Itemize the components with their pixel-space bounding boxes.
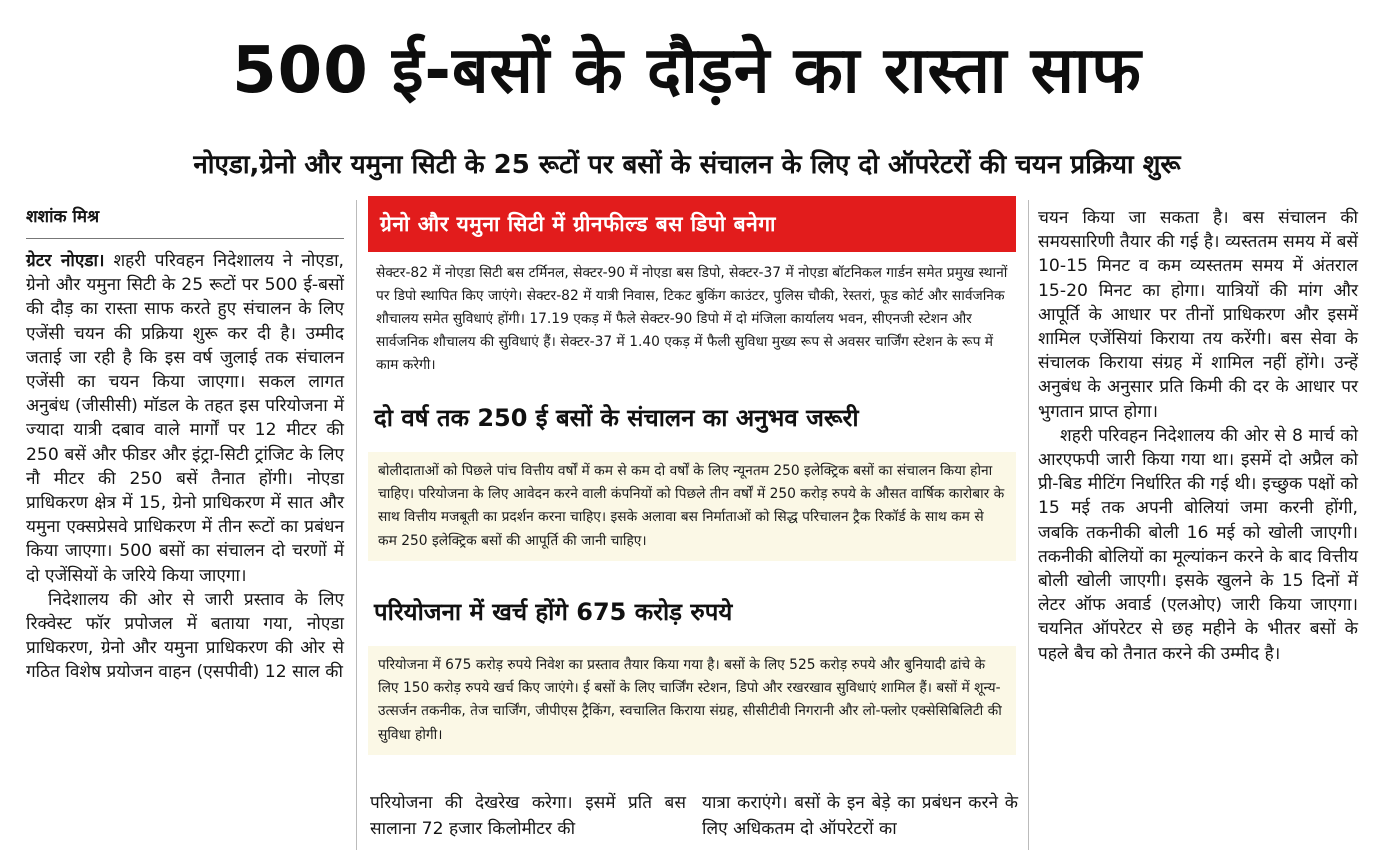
- article-paragraph-1: [26, 249, 344, 588]
- byline: शशांक मिश्र: [26, 207, 100, 227]
- subheadline: नोएडा,ग्रेनो और यमुना सिटी के 25 रूटों पर बसों के संचालन के लिए दो ऑपरेटरों की चयन प्रक्रिया शुरू: [193, 150, 1181, 180]
- experience-box: [368, 452, 1016, 561]
- bottom-text-right: यात्रा कराएंगे। बसों के इन बेड़े का प्रबंधन करने के लिए अधिकतम दो ऑपरेटरों का: [702, 793, 1018, 839]
- right-paragraph-2: शहरी परिवहन निदेशालय की ओर से 8 मार्च को आरएफपी जारी किया गया था। इसमें दो अप्रैल को प्री-बिड मीटिंग निर्धारित की गई थी। इच्छुक पक्षों को 15 मई तक अपनी बोलियां जमा करनी होंगी, जबकि तकनीकी बोली 16 मई को खोली जाएगी। तकनीकी बोलियों का मूल्यांकन करने के बाद वित्तीय बोली खोली जाएगी। इसके खुलने के 15 दिनों में लेटर ऑफ अवार्ड (एलओए) जारी किया जाएगा। चयनित ऑपरेटर से छह महीने के भीतर बसों के पहले बैच को तैनात करने की उम्मीद है।: [1038, 425, 1358, 664]
- depot-banner: ग्रेनो और यमुना सिटी में ग्रीनफील्ड बस डिपो बनेगा: [368, 196, 1016, 252]
- column-divider-2: [1028, 200, 1029, 850]
- headline: 500 ई-बसों के दौड़ने का रास्ता साफ: [232, 34, 1142, 108]
- experience-heading: दो वर्ष तक 250 ई बसों के संचालन का अनुभव जरूरी: [374, 404, 859, 432]
- cost-box: [368, 646, 1016, 755]
- dateline: ग्रेटर नोएडा।: [26, 251, 105, 271]
- depot-text: सेक्टर-82 में नोएडा सिटी बस टर्मिनल, सेक्टर-90 में नोएडा बस डिपो, सेक्टर-37 में नोएडा बॉटनिकल गार्डन समेत प्रमुख स्थानों पर डिपो स्थापित किए जाएंगे। सेक्टर-82 में यात्री निवास, टिकट बुकिंग काउंटर, पुलिस चौकी, रेस्तरां, फूड कोर्ट और सार्वजनिक शौचालय समेत सुविधाएं होंगी। 17.19 एकड़ में फैले सेक्टर-90 डिपो में दो मंजिला कार्यालय भवन, सीएनजी स्टेशन और सार्वजनिक शौचालय की सुविधाएं हैं। सेक्टर-37 में 1.40 एकड़ में फैली सुविधा मुख्य रूप से अवसर चार्जिंग स्टेशन के रूप में काम करेगी।: [376, 265, 1008, 373]
- column-divider-1: [356, 200, 357, 850]
- column-left: [26, 204, 344, 685]
- cost-heading: परियोजना में खर्च होंगे 675 करोड़ रुपये: [374, 598, 733, 626]
- cost-text: परियोजना में 675 करोड़ रुपये निवेश का प्रस्ताव तैयार किया गया है। बसों के लिए 525 करोड़ रुपये और बुनियादी ढांचे के लिए 150 करोड़ रुपये खर्च किए जाएंगे। ई बसों के लिए चार्जिंग स्टेशन, डिपो और रखरखाव सुविधाएं शामिल हैं। बसों में शून्य-उत्सर्जन तकनीक, तेज चार्जिंग, जीपीएस ट्रैकिंग, स्वचालित किराया संग्रह, सीसीटीवी निगरानी और लो-फ्लोर एक्सेसिबिलिटी की सुविधा होगी।: [368, 646, 1016, 755]
- byline-divider: [26, 238, 344, 239]
- bottom-text-left: परियोजना की देखरेख करेगा। इसमें प्रति बस सालाना 72 हजार किलोमीटर की: [370, 793, 686, 839]
- paragraph-1-text: शहरी परिवहन निदेशालय ने नोएडा, ग्रेनो और यमुना सिटी के 25 रूटों पर 500 ई-बसों की दौड़ का रास्ता साफ करते हुए संचालन के लिए एजेंसी चयन की प्रक्रिया शुरू कर दी है। उम्मीद जताई जा रही है कि इस वर्ष जुलाई तक संचालन एजेंसी का चयन किया जाएगा। सकल लागत अनुबंध (जीसीसी) मॉडल के तहत इस परियोजना में ज्यादा यात्री दबाव वाले मार्गों पर 12 मीटर की 250 बसें और फीडर और इंट्रा-सिटी ट्रांजिट के लिए नौ मीटर की 250 बसें तैनात होंगी। नोएडा प्राधिकरण क्षेत्र में 15, ग्रेनो प्राधिकरण में सात और यमुना एक्सप्रेसवे प्राधिकरण में तीन रूटों का प्रबंधन किया जाएगा। 500 बसों का संचालन दो चरणों में दो एजेंसियों के जरिये किया जाएगा।: [26, 251, 345, 586]
- column-right: [1038, 206, 1358, 666]
- right-paragraph-1: चयन किया जा सकता है। बस संचालन की समयसारिणी तैयार की गई है। व्यस्ततम समय में बसें 10-15 मिनट व कम व्यस्ततम समय में अंतराल 15-20 मिनट का होगा। यात्रियों की मांग और आपूर्ति के आधार पर तीनों प्राधिकरण और इसमें शामिल एजेंसियां किराया तय करेंगी। बस सेवा के संचालक किराया संग्रह में शामिल नहीं होंगे। उन्हें अनुबंध के अनुसार प्रति किमी की दर के आधार पर भुगतान प्राप्त होगा।: [1038, 208, 1358, 422]
- experience-text: बोलीदाताओं को पिछले पांच वित्तीय वर्षों में कम से कम दो वर्षों के लिए न्यूनतम 250 इलेक्ट्रिक बसों का संचालन किया होना चाहिए। परियोजना के लिए आवेदन करने वाली कंपनियों को पिछले तीन वर्षों में 250 करोड़ रुपये के औसत वार्षिक कारोबार के साथ वित्तीय मजबूती का प्रदर्शन करना चाहिए। इसके अलावा बस निर्माताओं को सिद्ध परिचालन ट्रैक रिकॉर्ड के साथ कम से कम 250 इलेक्ट्रिक बसों की आपूर्ति की जानी चाहिए।: [368, 452, 1016, 561]
- sidebar-depot: [368, 196, 1016, 377]
- article-paragraph-2: निदेशालय की ओर से जारी प्रस्ताव के लिए रिक्वेस्ट फॉर प्रपोजल में बताया गया, नोएडा प्राधिकरण, ग्रेनो और यमुना प्राधिकरण की ओर से गठित विशेष प्रयोजन वाहन (एसपीवी) 12 साल की: [26, 589, 344, 683]
